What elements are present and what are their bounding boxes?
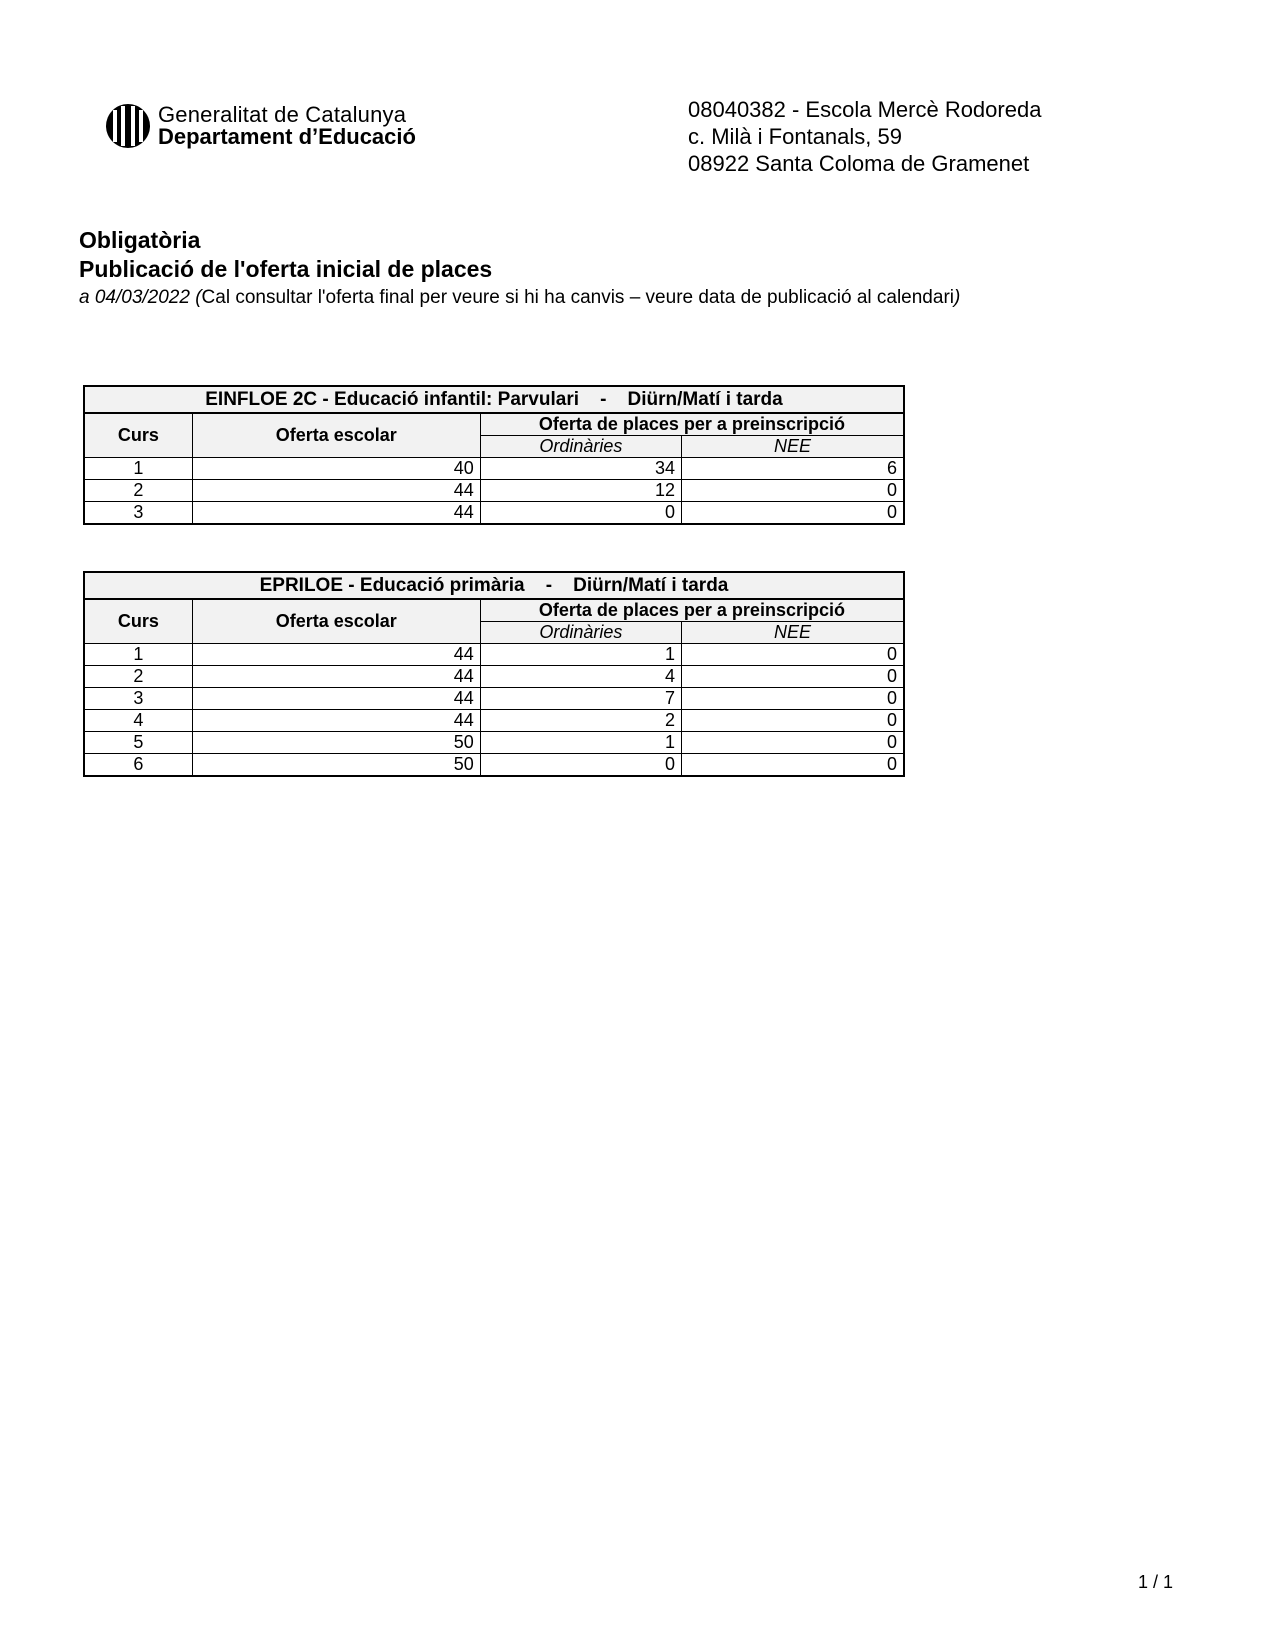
table-row — [84, 754, 904, 777]
page-number: 1 / 1 — [1138, 1572, 1174, 1592]
cell-oferta: 44 — [192, 710, 480, 732]
col-header-curs: Curs — [84, 413, 192, 458]
note-close: ) — [954, 287, 961, 308]
table-row — [84, 458, 904, 480]
school-city: 08922 Santa Coloma de Gramenet — [688, 151, 1030, 176]
table-row — [84, 688, 904, 710]
cell-oferta: 44 — [192, 688, 480, 710]
table-row — [84, 644, 904, 666]
cell-ordinaries: 2 — [480, 710, 681, 732]
cell-curs: 2 — [84, 666, 192, 688]
cell-curs: 5 — [84, 732, 192, 754]
cell-nee: 6 — [682, 458, 905, 480]
cell-nee: 0 — [682, 754, 904, 777]
logo-line-2: Departament d’Educació — [158, 124, 416, 149]
cell-ordinaries: 4 — [480, 666, 681, 688]
table-row — [84, 710, 904, 732]
cell-curs: 1 — [84, 644, 192, 666]
school-code-name: 08040382 - Escola Mercè Rodoreda — [688, 97, 1042, 122]
table-row — [84, 502, 904, 525]
school-address — [688, 96, 1041, 177]
cell-ordinaries: 0 — [480, 502, 681, 525]
col-header-preinscripcio: Oferta de places per a preinscripció — [480, 599, 904, 622]
cell-nee: 0 — [682, 644, 904, 666]
col-header-nee: NEE — [682, 622, 904, 644]
table-row — [84, 732, 904, 754]
cell-nee: 0 — [682, 502, 905, 525]
cell-nee: 0 — [682, 732, 904, 754]
note-text: Cal consultar l'oferta final per veure si hi ha canvis – veure data de publicació al calendari — [201, 287, 954, 308]
cell-nee: 0 — [682, 666, 904, 688]
cell-nee: 0 — [682, 688, 904, 710]
col-header-oferta-escolar: Oferta escolar — [192, 413, 480, 458]
table-title: EPRILOE - Educació primària - Diürn/Matí i tarda — [84, 572, 904, 599]
publication-date: a 04/03/2022 ( — [79, 287, 202, 308]
cell-oferta: 50 — [192, 732, 480, 754]
cell-ordinaries: 1 — [480, 732, 681, 754]
col-header-oferta-escolar: Oferta escolar — [192, 599, 480, 644]
cell-oferta: 44 — [192, 502, 480, 525]
cell-oferta: 40 — [192, 458, 480, 480]
document-heading — [79, 226, 960, 311]
cell-curs: 3 — [84, 502, 192, 525]
generalitat-emblem-icon — [104, 102, 152, 150]
cell-ordinaries: 12 — [480, 480, 681, 502]
cell-ordinaries: 0 — [480, 754, 681, 777]
cell-curs: 1 — [84, 458, 192, 480]
table-title: EINFLOE 2C - Educació infantil: Parvulari - Diürn/Matí i tarda — [84, 386, 904, 413]
cell-curs: 4 — [84, 710, 192, 732]
table-row — [84, 480, 904, 502]
logo-line-1: Generalitat de Catalunya — [158, 102, 407, 127]
cell-ordinaries: 7 — [480, 688, 681, 710]
page-subtitle: Publicació de l'oferta inicial de places — [79, 256, 493, 282]
page-title: Obligatòria — [79, 227, 201, 253]
col-header-ordinaries: Ordinàries — [480, 622, 681, 644]
cell-ordinaries: 34 — [480, 458, 681, 480]
cell-nee: 0 — [682, 480, 905, 502]
cell-curs: 2 — [84, 480, 192, 502]
cell-curs: 6 — [84, 754, 192, 777]
col-header-curs: Curs — [84, 599, 192, 644]
generalitat-logo — [104, 102, 416, 150]
cell-curs: 3 — [84, 688, 192, 710]
cell-oferta: 44 — [192, 644, 480, 666]
col-header-preinscripcio: Oferta de places per a preinscripció — [480, 413, 904, 436]
cell-ordinaries: 1 — [480, 644, 681, 666]
offer-table-primaria — [83, 571, 905, 777]
cell-oferta: 44 — [192, 480, 480, 502]
cell-nee: 0 — [682, 710, 904, 732]
offer-table-infantil — [83, 385, 905, 525]
col-header-nee: NEE — [682, 436, 905, 458]
cell-oferta: 50 — [192, 754, 480, 777]
school-street: c. Milà i Fontanals, 59 — [688, 124, 902, 149]
table-row — [84, 666, 904, 688]
col-header-ordinaries: Ordinàries — [480, 436, 681, 458]
cell-oferta: 44 — [192, 666, 480, 688]
publication-note — [79, 285, 960, 311]
